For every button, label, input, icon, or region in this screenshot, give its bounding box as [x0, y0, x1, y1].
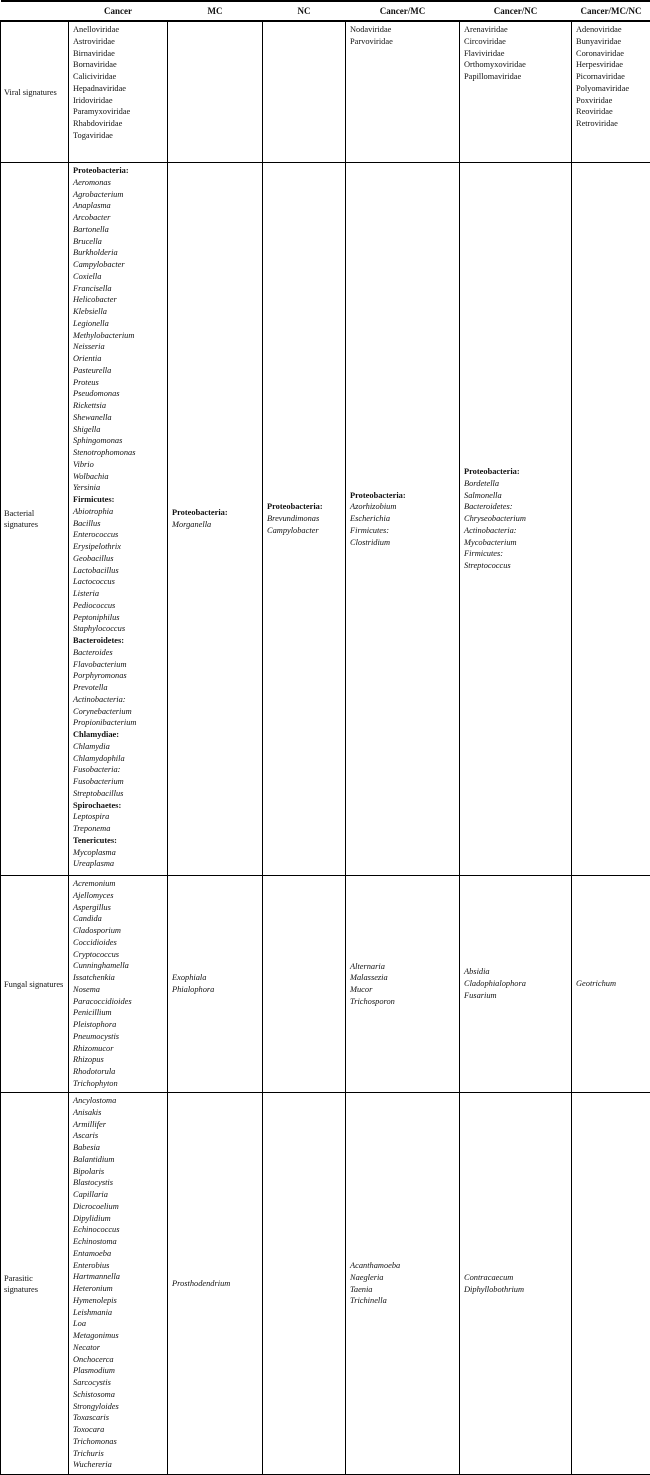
taxon-group-label: Proteobacteria:: [464, 466, 568, 478]
taxon-name: Bacteroides: [73, 647, 164, 659]
taxon-name: Cryptococcus: [73, 949, 164, 961]
taxon-name: Trichosporon: [350, 996, 456, 1008]
header-cancer-mc: Cancer/MC: [346, 1, 460, 21]
taxon-name: Ancylostoma: [73, 1095, 164, 1107]
taxon-group-label: Proteobacteria:: [73, 165, 164, 177]
row-label: Parasitic signatures: [1, 1093, 69, 1475]
taxon-name: Parvoviridae: [350, 36, 456, 48]
header-nc: NC: [263, 1, 346, 21]
cell-cancer-nc: [460, 21, 572, 163]
taxon-name: Taenia: [350, 1284, 456, 1296]
taxon-name: Corynebacterium: [73, 706, 164, 718]
taxon-name: Papillomaviridae: [464, 71, 568, 83]
taxon-name: Adenoviridae: [576, 24, 647, 36]
taxon-name: Streptobacillus: [73, 788, 164, 800]
taxon-name: Loa: [73, 1318, 164, 1330]
cell-mc: [168, 876, 263, 1093]
cell-cancer-mc: [346, 1093, 460, 1475]
taxon-name: Cladophialophora: [464, 978, 568, 990]
taxon-name: Leptospira: [73, 811, 164, 823]
taxon-group-label: Firmicutes:: [73, 494, 164, 506]
taxon-name: Plasmodium: [73, 1365, 164, 1377]
cell-cancer-nc: [460, 163, 572, 876]
taxon-name: Reoviridae: [576, 106, 647, 118]
taxon-name: Peptoniphilus: [73, 612, 164, 624]
taxon-name: Salmonella: [464, 490, 568, 502]
taxon-name: Porphyromonas: [73, 670, 164, 682]
header-mc: MC: [168, 1, 263, 21]
taxon-name: Firmicutes:: [464, 548, 568, 560]
cell-cancer-nc: [460, 1093, 572, 1475]
taxon-name: Fusarium: [464, 990, 568, 1002]
taxon-name: Entamoeba: [73, 1248, 164, 1260]
taxon-name: Echinococcus: [73, 1224, 164, 1236]
taxon-name: Penicillium: [73, 1007, 164, 1019]
taxon-name: Arenaviridae: [464, 24, 568, 36]
cell-mc: [168, 163, 263, 876]
taxon-name: Alternaria: [350, 961, 456, 973]
taxon-name: Hymenolepis: [73, 1295, 164, 1307]
taxon-name: Anaplasma: [73, 200, 164, 212]
taxon-name: Ureaplasma: [73, 858, 164, 870]
taxon-name: Anisakis: [73, 1107, 164, 1119]
taxon-name: Lactobacillus: [73, 565, 164, 577]
taxon-name: Morganella: [172, 519, 259, 531]
taxon-name: Agrobacterium: [73, 189, 164, 201]
taxon-name: Arcobacter: [73, 212, 164, 224]
row-fungal-signatures: [1, 876, 650, 1093]
cell-cancer: [69, 876, 168, 1093]
taxon-name: Enterobius: [73, 1260, 164, 1272]
taxon-name: Diphyllobothrium: [464, 1284, 568, 1296]
taxon-name: Rhodotorula: [73, 1066, 164, 1078]
taxon-name: Nosema: [73, 984, 164, 996]
taxon-name: Acanthamoeba: [350, 1260, 456, 1272]
taxon-name: Bunyaviridae: [576, 36, 647, 48]
row-viral-signatures: [1, 21, 650, 163]
taxon-group-label: Proteobacteria:: [267, 501, 342, 513]
taxon-name: Babesia: [73, 1142, 164, 1154]
cell-cancer-mc-nc: [572, 21, 650, 163]
taxon-name: Francisella: [73, 283, 164, 295]
taxon-name: Erysipelothrix: [73, 541, 164, 553]
taxon-name: Naegleria: [350, 1272, 456, 1284]
taxon-name: Orthomyxoviridae: [464, 59, 568, 71]
taxon-name: Trichinella: [350, 1295, 456, 1307]
taxon-name: Hepadnaviridae: [73, 83, 164, 95]
taxon-name: Pediococcus: [73, 600, 164, 612]
taxon-name: Exophiala: [172, 972, 259, 984]
taxon-name: Mucor: [350, 984, 456, 996]
taxon-name: Shigella: [73, 424, 164, 436]
taxon-name: Bacteroidetes:: [464, 501, 568, 513]
header-cancer-nc: Cancer/NC: [460, 1, 572, 21]
taxon-group-label: Spirochaetes:: [73, 800, 164, 812]
row-parasitic-signatures: [1, 1093, 650, 1475]
taxon-name: Abiotrophia: [73, 506, 164, 518]
taxon-name: Bacillus: [73, 518, 164, 530]
cell-mc: [168, 1093, 263, 1475]
taxon-name: Geotrichum: [576, 978, 647, 990]
taxon-name: Picornaviridae: [576, 71, 647, 83]
taxon-group-label: Tenericutes:: [73, 835, 164, 847]
taxon-name: Sarcocystis: [73, 1377, 164, 1389]
taxon-name: Chlamydia: [73, 741, 164, 753]
taxon-name: Circoviridae: [464, 36, 568, 48]
taxon-name: Dipylidium: [73, 1213, 164, 1225]
taxon-name: Toxascaris: [73, 1412, 164, 1424]
taxon-name: Bordetella: [464, 478, 568, 490]
taxon-name: Sphingomonas: [73, 435, 164, 447]
taxon-name: Vibrio: [73, 459, 164, 471]
taxon-name: Capillaria: [73, 1189, 164, 1201]
taxon-name: Trichophyton: [73, 1078, 164, 1090]
taxon-name: Strongyloides: [73, 1401, 164, 1413]
taxon-name: Anelloviridae: [73, 24, 164, 36]
taxon-name: Contracaecum: [464, 1272, 568, 1284]
taxon-name: Bipolaris: [73, 1166, 164, 1178]
taxon-name: Fusobacterium: [73, 776, 164, 788]
header-cancer-mc-nc: Cancer/MC/NC: [572, 1, 650, 21]
taxon-name: Enterococcus: [73, 529, 164, 541]
taxon-name: Legionella: [73, 318, 164, 330]
taxon-name: Brucella: [73, 236, 164, 248]
taxon-name: Prosthodendrium: [172, 1278, 259, 1290]
taxon-name: Trichomonas: [73, 1436, 164, 1448]
taxon-name: Campylobacter: [73, 259, 164, 271]
taxon-name: Neisseria: [73, 341, 164, 353]
taxon-name: Propionibacterium: [73, 717, 164, 729]
taxon-name: Blastocystis: [73, 1177, 164, 1189]
cell-nc: [263, 21, 346, 163]
taxon-name: Coxiella: [73, 271, 164, 283]
taxon-name: Bartonella: [73, 224, 164, 236]
cell-cancer-mc-nc: [572, 1093, 650, 1475]
taxon-name: Flaviviridae: [464, 48, 568, 60]
taxon-name: Absidia: [464, 966, 568, 978]
taxon-name: Paracoccidioides: [73, 996, 164, 1008]
taxon-name: Flavobacterium: [73, 659, 164, 671]
taxon-name: Issatchenkia: [73, 972, 164, 984]
taxon-name: Acremonium: [73, 878, 164, 890]
taxon-name: Hartmannella: [73, 1271, 164, 1283]
taxon-name: Azorhizobium: [350, 501, 456, 513]
taxon-name: Campylobacter: [267, 525, 342, 537]
taxon-name: Rickettsia: [73, 400, 164, 412]
taxon-name: Iridoviridae: [73, 95, 164, 107]
taxon-name: Bornaviridae: [73, 59, 164, 71]
taxon-name: Ascaris: [73, 1130, 164, 1142]
cell-cancer-mc: [346, 21, 460, 163]
taxon-name: Heteronium: [73, 1283, 164, 1295]
header-row: [1, 1, 650, 21]
taxon-name: Prevotella: [73, 682, 164, 694]
taxon-name: Onchocerca: [73, 1354, 164, 1366]
taxon-name: Pseudomonas: [73, 388, 164, 400]
taxon-name: Echinostoma: [73, 1236, 164, 1248]
cell-cancer-mc: [346, 876, 460, 1093]
taxon-name: Rhabdoviridae: [73, 118, 164, 130]
cell-cancer-mc: [346, 163, 460, 876]
taxon-name: Armillifer: [73, 1119, 164, 1131]
taxon-name: Aeromonas: [73, 177, 164, 189]
row-label: Viral signatures: [1, 21, 69, 163]
taxon-name: Dicrocoelium: [73, 1201, 164, 1213]
taxon-group-label: Proteobacteria:: [350, 490, 456, 502]
taxon-name: Chlamydophila: [73, 753, 164, 765]
row-bacterial-signatures: [1, 163, 650, 876]
taxon-name: Rhizomucor: [73, 1043, 164, 1055]
taxon-group-label: Bacteroidetes:: [73, 635, 164, 647]
taxon-name: Balantidium: [73, 1154, 164, 1166]
taxon-name: Ajellomyces: [73, 890, 164, 902]
taxon-name: Treponema: [73, 823, 164, 835]
taxon-name: Wuchereria: [73, 1459, 164, 1471]
taxon-name: Trichuris: [73, 1448, 164, 1460]
taxon-name: Firmicutes:: [350, 525, 456, 537]
taxon-name: Poxviridae: [576, 95, 647, 107]
taxon-name: Mycobacterium: [464, 537, 568, 549]
taxon-name: Pleistophora: [73, 1019, 164, 1031]
row-label: Fungal signatures: [1, 876, 69, 1093]
taxon-group-label: Proteobacteria:: [172, 507, 259, 519]
taxon-name: Metagonimus: [73, 1330, 164, 1342]
taxon-name: Polyomaviridae: [576, 83, 647, 95]
taxon-name: Cladosporium: [73, 925, 164, 937]
taxon-name: Orientia: [73, 353, 164, 365]
table-body: [1, 21, 650, 1475]
taxon-name: Staphylococcus: [73, 623, 164, 635]
taxon-name: Coccidioides: [73, 937, 164, 949]
cell-nc: [263, 163, 346, 876]
taxon-name: Leishmania: [73, 1307, 164, 1319]
taxon-name: Aspergillus: [73, 902, 164, 914]
taxon-name: Retroviridae: [576, 118, 647, 130]
taxon-name: Methylobacterium: [73, 330, 164, 342]
taxon-name: Chryseobacterium: [464, 513, 568, 525]
taxon-name: Escherichia: [350, 513, 456, 525]
taxon-name: Mycoplasma: [73, 847, 164, 859]
taxon-name: Actinobacteria:: [73, 694, 164, 706]
taxon-name: Klebsiella: [73, 306, 164, 318]
cell-mc: [168, 21, 263, 163]
taxon-name: Proteus: [73, 377, 164, 389]
cell-cancer: [69, 21, 168, 163]
cell-cancer-mc-nc: [572, 163, 650, 876]
cell-nc: [263, 1093, 346, 1475]
taxon-name: Rhizopus: [73, 1054, 164, 1066]
header-cancer: Cancer: [69, 1, 168, 21]
cell-cancer-nc: [460, 876, 572, 1093]
taxon-name: Necator: [73, 1342, 164, 1354]
taxon-name: Astroviridae: [73, 36, 164, 48]
taxon-name: Pneumocystis: [73, 1031, 164, 1043]
taxon-name: Shewanella: [73, 412, 164, 424]
taxon-name: Fusobacteria:: [73, 764, 164, 776]
taxon-name: Burkholderia: [73, 247, 164, 259]
taxon-name: Actinobacteria:: [464, 525, 568, 537]
taxon-name: Yersinia: [73, 482, 164, 494]
taxon-name: Nodaviridae: [350, 24, 456, 36]
taxon-name: Schistosoma: [73, 1389, 164, 1401]
taxon-name: Herpesviridae: [576, 59, 647, 71]
taxon-name: Wolbachia: [73, 471, 164, 483]
taxon-name: Phialophora: [172, 984, 259, 996]
taxon-name: Paramyxoviridae: [73, 106, 164, 118]
taxon-name: Brevundimonas: [267, 513, 342, 525]
taxon-name: Birnaviridae: [73, 48, 164, 60]
taxon-name: Lactococcus: [73, 576, 164, 588]
taxon-name: Helicobacter: [73, 294, 164, 306]
taxon-name: Geobacillus: [73, 553, 164, 565]
taxon-name: Streptococcus: [464, 560, 568, 572]
cell-cancer: [69, 163, 168, 876]
taxon-name: Togaviridae: [73, 130, 164, 142]
taxon-name: Candida: [73, 913, 164, 925]
table-header: [1, 1, 650, 21]
taxon-name: Stenotrophomonas: [73, 447, 164, 459]
cell-cancer: [69, 1093, 168, 1475]
taxon-name: Malassezia: [350, 972, 456, 984]
taxon-name: Caliciviridae: [73, 71, 164, 83]
taxon-name: Toxocara: [73, 1424, 164, 1436]
header-corner: [1, 1, 69, 21]
taxon-name: Clostridium: [350, 537, 456, 549]
cell-cancer-mc-nc: [572, 876, 650, 1093]
taxon-name: Coronaviridae: [576, 48, 647, 60]
cell-nc: [263, 876, 346, 1093]
taxon-name: Listeria: [73, 588, 164, 600]
row-label: Bacterial signatures: [1, 163, 69, 876]
taxon-name: Pasteurella: [73, 365, 164, 377]
taxon-name: Cunninghamella: [73, 960, 164, 972]
taxon-group-label: Chlamydiae:: [73, 729, 164, 741]
